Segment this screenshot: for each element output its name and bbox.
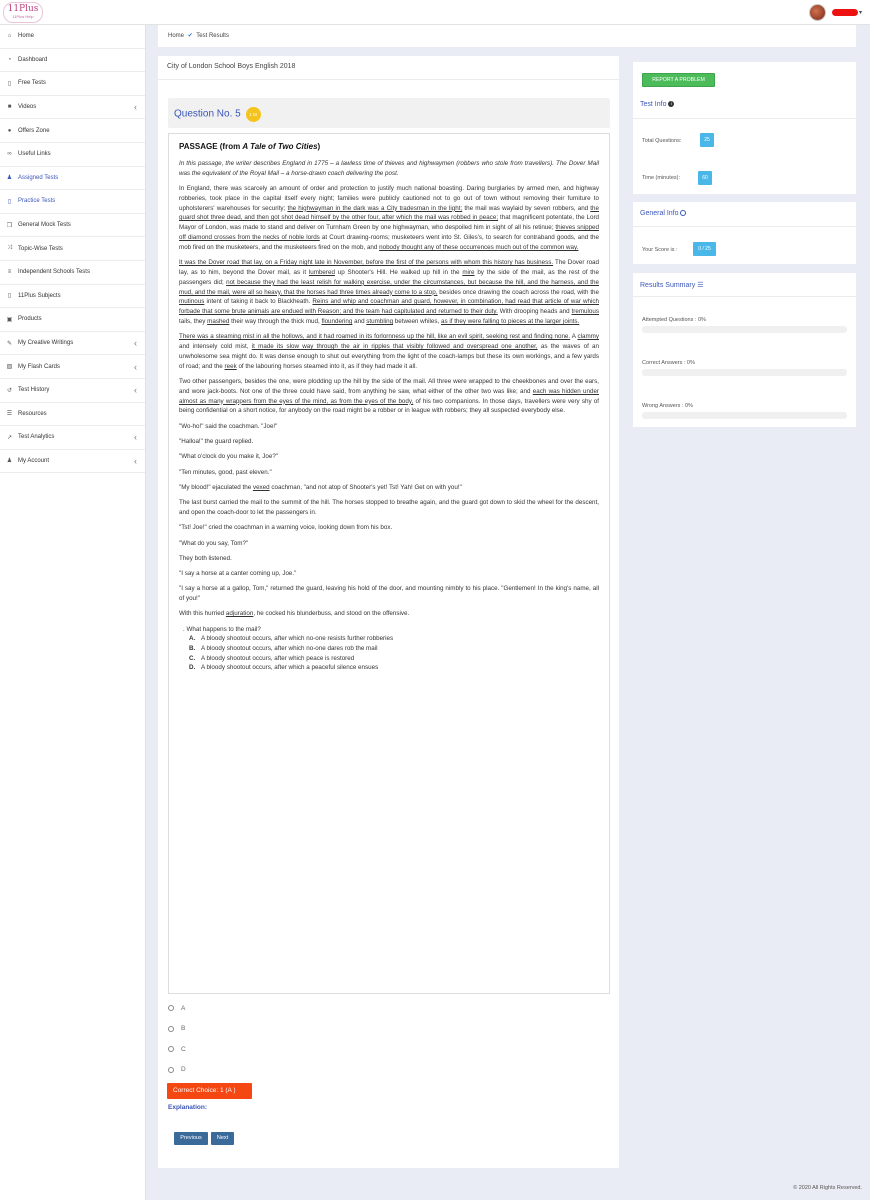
sidebar-item-useful-links[interactable] (0, 143, 145, 167)
caret-down-icon[interactable]: ▾ (858, 10, 862, 16)
report-problem-button[interactable]: REPORT A PROBLEM (642, 73, 715, 87)
passage-paragraph: "My blood!" ejaculated the vexed coachman, "and not atop of Shooter's yet! Tst! Yah! Get on with you!" (179, 483, 462, 491)
info-icon: ● (7, 127, 12, 134)
sidebar-item-general-mock-tests[interactable] (0, 214, 145, 238)
passage-paragraph: "Wo-ho!" said the coachman. "Joe!" (179, 422, 278, 430)
passage-paragraph: It was the Dover road that lay, on a Friday night late in November, before the first of the persons with whom this history has business. The Dover road lay, as to him, beyond the Dover mail, as it lumbered up Shooter's Hill. He walked up hill in the mire by the side of the mail, as the rest of the passengers did; not because they had the least relish for walking exercise, under the circumstances, but because the hill, and the harness, and the mud, and the mail, were all so heavy, that the horses had three times already come to a stop, besides once drawing the coach across the road, with the mutinous intent of taking it back to Blackheath. Reins and whip and coachman and guard, however, in combination, had read that article of war which forbade that some brute animals are endued with Reason; and the team had capitulated and returned to their duty. With drooping heads and tremulous tails, they mashed their way through the thick mud, floundering and stumbling between whiles, as if they were falling to pieces at the larger joints. (179, 259, 600, 325)
results-summary-heading: Results Summary ☰ (640, 282, 704, 289)
sidebar-item-offers-zone[interactable] (0, 119, 145, 143)
total-questions-label: Total Questions: (642, 138, 682, 144)
progress-bar (642, 369, 847, 376)
sidebar-item-independent-schools-tests[interactable] (0, 261, 145, 285)
test-title: City of London School Boys English 2018 (158, 56, 619, 80)
sidebar (0, 25, 146, 1200)
sidebar-item-label: Independent Schools Tests (18, 269, 90, 276)
sidebar-item-label: Test History (18, 387, 50, 394)
logo-text: 11Plus (7, 4, 39, 14)
sidebar-item-label: My Creative Writings (18, 340, 74, 347)
file-icon: ▯ (7, 198, 12, 205)
sidebar-item-label: Products (18, 316, 42, 323)
question-header (168, 98, 610, 128)
summary-label: Attempted Questions : 0% (642, 317, 706, 323)
passage-paragraph: They both listened. (179, 554, 232, 562)
choice-label: B (181, 1025, 186, 1033)
info-circle-icon: i (668, 101, 674, 107)
briefcase-icon: ▣ (6, 316, 13, 323)
chevron-left-icon[interactable]: ‹ (134, 338, 137, 349)
question-text: . What happens to the mail? (183, 625, 261, 633)
passage-paragraph: "I say a horse at a canter coming up, Joe." (179, 570, 297, 578)
sidebar-item-label: Resources (18, 410, 47, 417)
answer-choice-b[interactable] (168, 1019, 186, 1040)
sidebar-item-practice-tests[interactable] (0, 190, 145, 214)
top-bar (0, 0, 870, 25)
sidebar-item-label: Assigned Tests (18, 174, 59, 181)
radio-button[interactable] (168, 1005, 174, 1011)
question-number: Question No. 5 (174, 108, 241, 120)
progress-bar (642, 412, 847, 419)
choice-label: D (181, 1066, 186, 1074)
sidebar-item-my-flash-cards[interactable] (0, 355, 145, 379)
summary-label: Correct Answers : 0% (642, 360, 695, 366)
avatar[interactable] (809, 4, 826, 21)
link-icon: ∞ (7, 151, 12, 158)
score-label: Your Score is : (642, 247, 678, 253)
user-icon: ♟ (6, 458, 13, 465)
bank-icon: ≡ (7, 269, 12, 276)
passage-paragraph: "Halloa!" the guard replied. (179, 437, 254, 445)
score-value: 0 / 25 (693, 242, 716, 256)
choice-label: A (181, 1004, 186, 1012)
question-option: D. A bloody shootout occurs, after which a peaceful silence ensues (189, 664, 379, 672)
passage-paragraph: "I say a horse at a gallop, Tom," returned the guard, leaving his hold of the door, and mounting nimbly to his place. "Gentlemen! In the king's name, all of you!" (179, 585, 599, 603)
user-menu[interactable] (809, 4, 862, 21)
video-icon: ■ (7, 104, 12, 111)
passage-paragraph: With this hurried adjuration, he cocked his blunderbuss, and stood on the offensive. (179, 610, 410, 618)
user-plus-icon: ♟ (6, 175, 13, 182)
general-info-heading: General Info (640, 210, 686, 217)
pencil-icon: ✎ (6, 340, 13, 347)
chevron-left-icon[interactable]: ‹ (134, 385, 137, 396)
sidebar-item-label: Test Analytics (18, 434, 55, 441)
passage-paragraph: There was a steaming mist in all the hollows, and it had roamed in its forlornness up the hill, like an evil spirit, seeking rest and finding none. A clammy and intensely cold mist, it made its slow way through the air in ripples that visibly followed and overspread one another, as the waves of an unwholesome sea might do. It was dense enough to shut out everything from the light of the coach-lamps but these its own workings, and a few yards of road; and the reek of the labouring horses steamed into it, as if they had made it all. (179, 333, 600, 370)
chevron-left-icon[interactable]: ‹ (134, 102, 137, 113)
list-icon: ☰ (697, 282, 704, 289)
passage-paragraph: Two other passengers, besides the one, were plodding up the hill by the side of the mail. All three were wrapped to the cheekbones and over the ears, and wore jack-boots. Not one of the three could have said, from anything he saw, what either of the other two was like; and each was hidden under almost as many wrappers from the eyes of the mind, as from the eyes of the body, of his two companions. In those days, travellers were very shy of being confidential on a short notice, for anybody on the road might be a robber or in league with robbers; they all suspected everybody else. (179, 377, 599, 415)
passage-paragraph: In England, there was scarcely an amount of order and protection to justify much national boasting. Daring burglaries by armed men, and highway robberies, took place in the capital itself every night; families were publicly cautioned not to go out of town without removing their furniture to upholsterers' warehouses for security; the highwayman in the dark was a City tradesman in the light; the mail was waylaid by seven robbers, and the guard shot three dead, and then got shot dead himself by the other four, after which the mail was robbed in peace; that magnificent potentate, the Lord Mayor of London, was made to stand and deliver on Turnham Green by one highwayman, who despoiled him in sight of all his retinue; thieves snipped off diamond crosses from the necks of noble lords at Court drawing-rooms; musketeers went into St. Giles's, to search for contraband goods, and the mob fired on the musketeers, and the musketeers fired on the mob, and nobody thought any of these occurrences much out of the common way. (179, 185, 600, 251)
breadcrumb-current: Test Results (196, 33, 229, 39)
sidebar-item-label: 11Plus Subjects (18, 292, 61, 299)
answer-choices (168, 998, 186, 1080)
sidebar-item-videos[interactable] (0, 96, 145, 120)
time-label: Time (minutes): (642, 175, 680, 181)
chart-icon: ↗ (6, 434, 13, 441)
sidebar-item-label: Topic-Wise Tests (18, 245, 63, 252)
question-option: C. A bloody shootout occurs, after which peace is restored (189, 654, 355, 662)
answer-choice-d[interactable] (168, 1060, 186, 1081)
sidebar-item-label: Videos (18, 104, 37, 111)
passage-paragraph: "What do you say, Tom?" (179, 539, 249, 547)
history-icon: ↺ (6, 387, 13, 394)
marks-badge: 1 M (246, 107, 261, 122)
passage (168, 133, 610, 994)
sidebar-item-label: Practice Tests (18, 198, 56, 205)
sidebar-item-label: Free Tests (18, 80, 46, 87)
sidebar-item-label: Home (18, 33, 35, 40)
home-icon: ⌂ (7, 33, 12, 40)
sidebar-item-assigned-tests[interactable] (0, 167, 145, 191)
passage-paragraph: "What o'clock do you make it, Joe?" (179, 453, 279, 461)
next-button[interactable]: Next (211, 1132, 234, 1145)
passage-paragraph: "Tst! Joe!" cried the coachman in a warning voice, looking down from his box. (179, 524, 393, 532)
passage-paragraph: "Ten minutes, good, past eleven." (179, 468, 272, 476)
general-info-panel (633, 202, 856, 264)
explanation-label: Explanation: (168, 1104, 208, 1111)
clock-icon (680, 210, 686, 216)
sidebar-item-my-account[interactable] (0, 450, 145, 474)
question-option: B. A bloody shootout occurs, after which no-one dares rob the mail (189, 644, 378, 652)
summary-label: Wrong Answers : 0% (642, 403, 693, 409)
sidebar-item-test-history[interactable] (0, 379, 145, 403)
sidebar-item-topic-wise-tests[interactable] (0, 237, 145, 261)
copy-icon: ❐ (6, 222, 13, 229)
total-questions-value: 25 (700, 133, 714, 147)
sidebar-item-label: General Mock Tests (18, 222, 71, 229)
sidebar-item-my-creative-writings[interactable] (0, 332, 145, 356)
passage-paragraph: The last burst carried the mail to the summit of the hill. The horses stopped to breathe again, and the guard got down to skid the wheel for the descent, and open the coach-door to let the passengers in. (179, 499, 599, 516)
image-icon: ▨ (6, 364, 13, 371)
chevron-left-icon[interactable]: ‹ (134, 432, 137, 443)
sidebar-item-products[interactable] (0, 308, 145, 332)
chevron-left-icon[interactable]: ‹ (134, 361, 137, 372)
footer-copyright: © 2020 All Rights Reserved. (793, 1185, 862, 1191)
radio-button[interactable] (168, 1067, 174, 1073)
sidebar-item-label: Useful Links (18, 151, 51, 158)
sidebar-item-11plus-subjects[interactable] (0, 285, 145, 309)
question-option: A. A bloody shootout occurs, after which no-one resists further robberies (189, 635, 394, 643)
progress-bar (642, 326, 847, 333)
radio-button[interactable] (168, 1046, 174, 1052)
chevron-left-icon[interactable]: ‹ (134, 455, 137, 466)
radio-button[interactable] (168, 1026, 174, 1032)
logo-subtext: 11Plus Help (12, 14, 34, 19)
test-info-heading: Test Info i (640, 101, 674, 108)
sidebar-item-label: Dashboard (18, 56, 48, 63)
previous-button[interactable]: Previous (174, 1132, 208, 1145)
check-icon: ✔ (187, 33, 193, 39)
correct-choice-badge: Correct Choice: 1 (A ) (167, 1083, 252, 1099)
site-logo[interactable] (3, 2, 43, 23)
sidebar-item-label: Offers Zone (18, 127, 50, 134)
test-info-panel (633, 62, 856, 194)
answer-choice-c[interactable] (168, 1039, 186, 1060)
file-icon: ▯ (7, 80, 12, 87)
file-icon: ▯ (7, 293, 12, 300)
time-value: 60 (698, 171, 712, 185)
choice-label: C (181, 1045, 186, 1053)
passage-heading: PASSAGE (from A Tale of Two Cities) (179, 142, 321, 151)
sidebar-item-test-analytics[interactable] (0, 426, 145, 450)
results-summary-panel (633, 273, 856, 427)
sidebar-item-label: My Flash Cards (18, 363, 61, 370)
dashboard-icon: ◔ (7, 56, 12, 63)
breadcrumb-home[interactable]: Home (168, 33, 185, 39)
question-block (179, 625, 599, 673)
sidebar-item-free-tests[interactable] (0, 72, 145, 96)
user-name-redacted[interactable] (832, 9, 858, 16)
sidebar-item-resources[interactable] (0, 403, 145, 427)
answer-choice-a[interactable] (168, 998, 186, 1019)
breadcrumb (158, 25, 856, 47)
passage-intro: In this passage, the writer describes England in 1775 – a lawless time of thieves and highwaymen (robbers who stole from travellers). The Dover Mail was the equivalent of the Royal Mail – a horse-drawn coach delivering the post. (179, 160, 599, 177)
list-icon: ☰ (6, 411, 13, 418)
sidebar-item-label: My Account (18, 457, 50, 464)
random-icon: ⤨ (7, 245, 12, 252)
main-panel (158, 56, 619, 1168)
sidebar-item-dashboard[interactable] (0, 49, 145, 73)
sidebar-item-home[interactable] (0, 25, 145, 49)
